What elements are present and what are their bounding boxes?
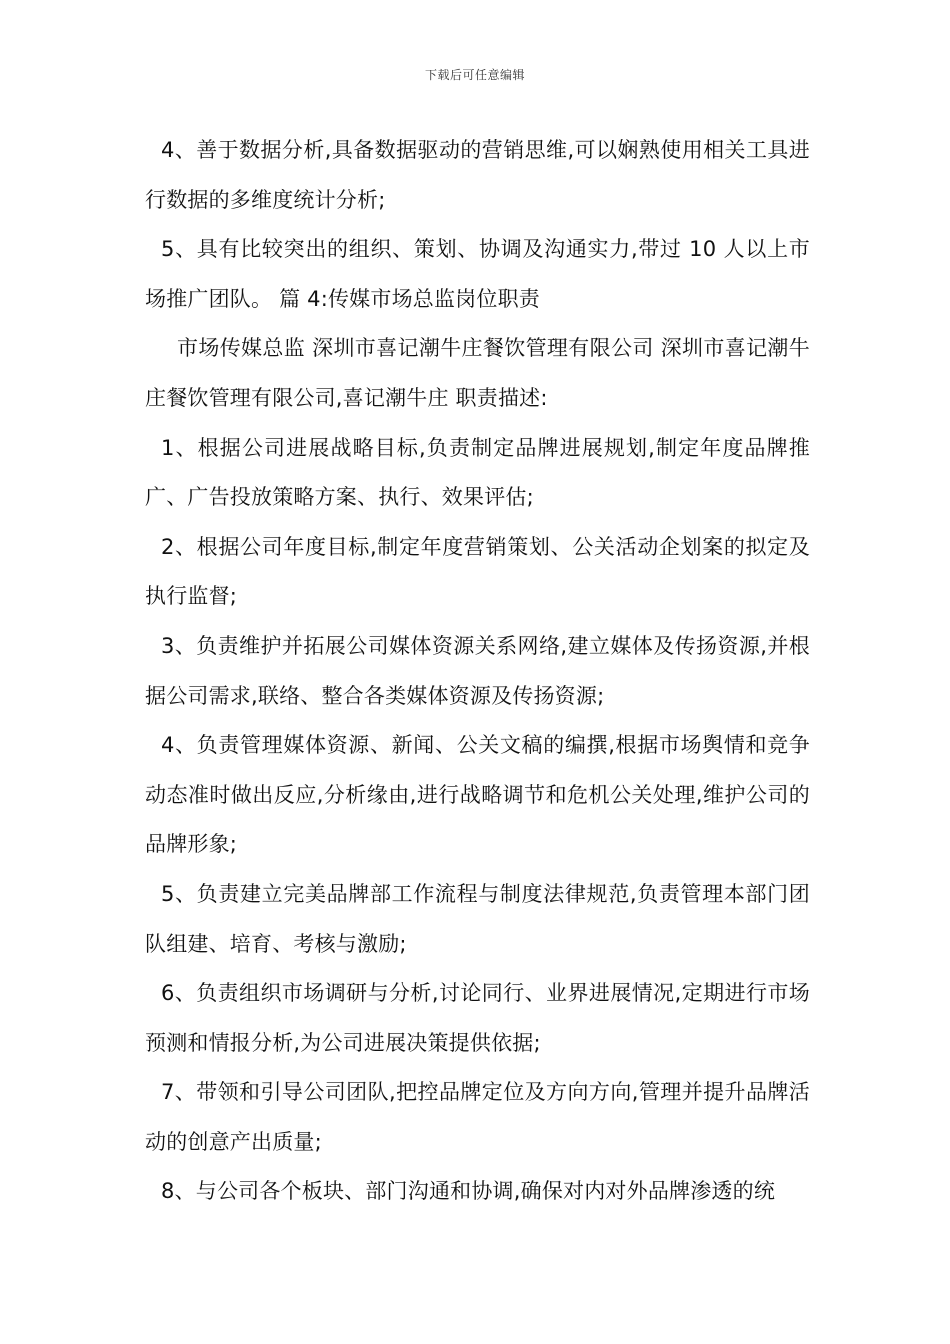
- paragraph: 市场传媒总监 深圳市喜记潮牛庄餐饮管理有限公司 深圳市喜记潮牛庄餐饮管理有限公司,喜记潮牛庄 职责描述:: [145, 336, 810, 410]
- paragraph: 1、根据公司进展战略目标,负责制定品牌进展规划,制定年度品牌推广、广告投放策略方案、执行、效果评估;: [145, 435, 810, 510]
- document-body: [145, 126, 810, 1217]
- paragraph: 8、与公司各个板块、部门沟通和协调,确保对内对外品牌渗透的统: [161, 1179, 776, 1204]
- paragraph: 4、负责管理媒体资源、新闻、公关文稿的编撰,根据市场舆情和竞争动态准时做出反应,分析缘由,进行战略调节和危机公关处理,维护公司的品牌形象;: [145, 733, 810, 857]
- paragraph: 7、带领和引导公司团队,把控品牌定位及方向方向,管理并提升品牌活动的创意产出质量;: [145, 1080, 810, 1154]
- paragraph: 2、根据公司年度目标,制定年度营销策划、公关活动企划案的拟定及执行监督;: [145, 534, 810, 609]
- page-header: 下载后可任意编辑: [424, 68, 525, 82]
- paragraph: 5、具有比较突出的组织、策划、协调及沟通实力,带过 10 人以上市场推广团队。 篇 4:传媒市场总监岗位职责: [145, 237, 810, 311]
- paragraph: 5、负责建立完美品牌部工作流程与制度法律规范,负责管理本部门团队组建、培育、考核与激励;: [145, 881, 810, 956]
- paragraph: 4、善于数据分析,具备数据驱动的营销思维,可以娴熟使用相关工具进行数据的多维度统计分析;: [145, 138, 810, 212]
- paragraph: 6、负责组织市场调研与分析,讨论同行、业界进展情况,定期进行市场预测和情报分析,为公司进展决策提供依据;: [145, 981, 810, 1055]
- paragraph: 3、负责维护并拓展公司媒体资源关系网络,建立媒体及传扬资源,并根据公司需求,联络、整合各类媒体资源及传扬资源;: [145, 633, 810, 708]
